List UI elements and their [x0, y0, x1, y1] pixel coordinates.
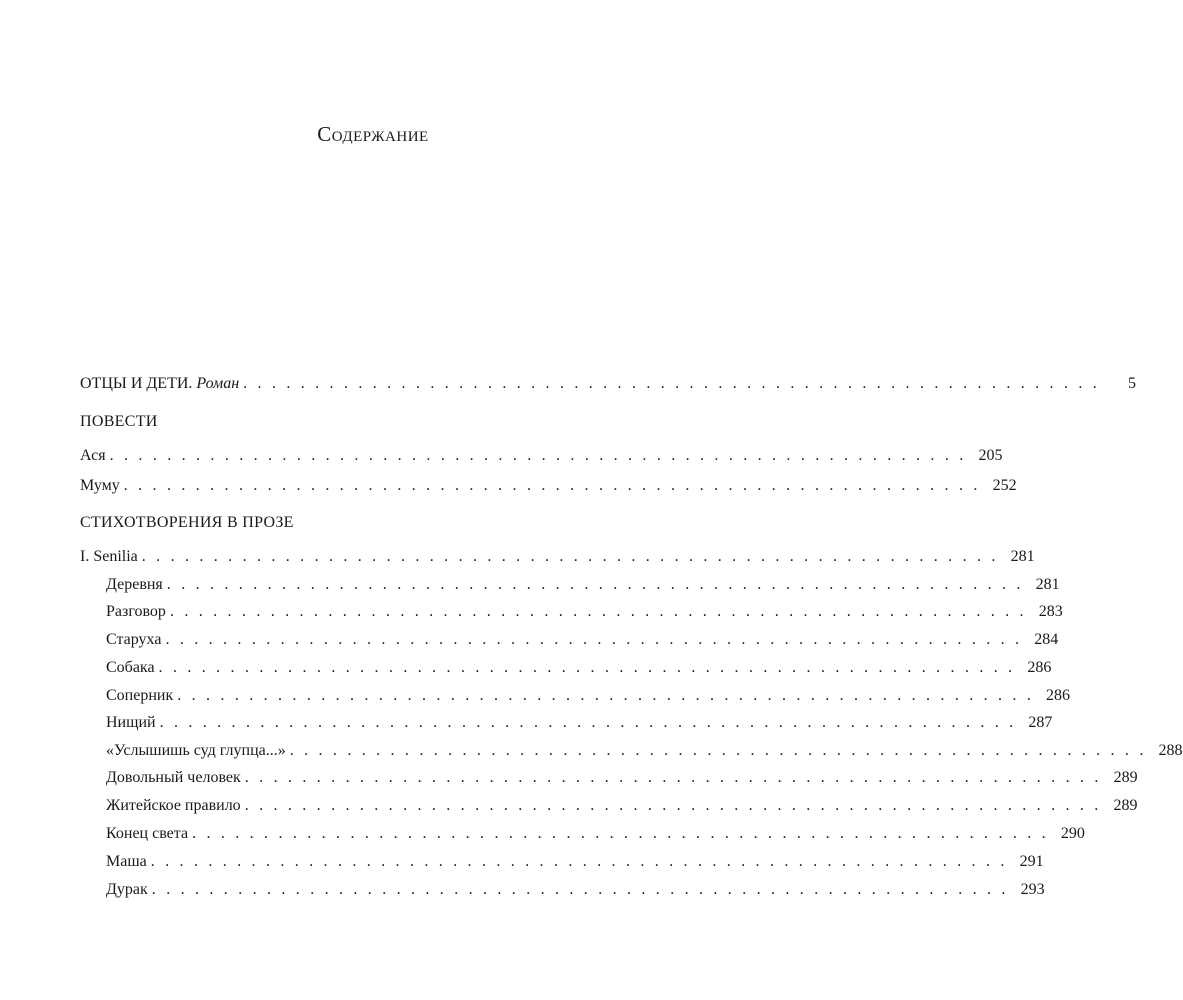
- section-heading-prose-poems: СТИХОТВОРЕНИЯ В ПРОЗЕ: [80, 514, 294, 531]
- toc-entry-page: 283: [1038, 603, 1063, 620]
- toc-entry-dog[interactable]: [106, 657, 1052, 679]
- toc-entry-title: Житейское правило: [106, 797, 241, 814]
- toc-entry-page: 288: [1158, 742, 1183, 759]
- toc-entry-page: 289: [1113, 769, 1138, 786]
- toc-entry-page: 289: [1113, 797, 1138, 814]
- toc-entry-fathers-and-sons[interactable]: [80, 373, 1136, 395]
- toc-entry-title: Старуха: [106, 631, 162, 648]
- toc-entry-title: Муму: [80, 477, 120, 494]
- toc-entry-title: Конец света: [106, 825, 189, 842]
- toc-entry-rule-of-life[interactable]: [106, 795, 1138, 817]
- toc-entry-title: Ася: [80, 447, 106, 464]
- toc-entry-title: «Услышишь суд глупца...»: [106, 742, 286, 759]
- toc-entry-page: 290: [1060, 825, 1085, 842]
- dot-leader: . . . . . . . . . . . . . . . . . . . . . . . . . . . . . . . . . . . . . . . . . . . . . . . . . . . . . . . . . . . .: [109, 447, 967, 464]
- toc-entry-page: 281: [1010, 548, 1035, 565]
- dot-leader: . . . . . . . . . . . . . . . . . . . . . . . . . . . . . . . . . . . . . . . . . . . . . . . . . . . . . . . . . . . .: [141, 548, 999, 565]
- dot-leader: . . . . . . . . . . . . . . . . . . . . . . . . . . . . . . . . . . . . . . . . . . . . . . . . . . . . . . . . . . . .: [165, 631, 1023, 648]
- dot-leader: . . . . . . . . . . . . . . . . . . . . . . . . . . . . . . . . . . . . . . . . . . . . . . . . . . . . . . . . . . . .: [177, 687, 1035, 704]
- dot-leader: . . . . . . . . . . . . . . . . . . . . . . . . . . . . . . . . . . . . . . . . . . . . . . . . . . . . . . . . . . . .: [158, 659, 1016, 676]
- toc-entry-asya[interactable]: [80, 445, 1003, 467]
- toc-entry-old-woman[interactable]: [106, 629, 1059, 651]
- dot-leader: . . . . . . . . . . . . . . . . . . . . . . . . . . . . . . . . . . . . . . . . . . . . . . . . . . . . . . . . . . . .: [244, 769, 1102, 786]
- toc-entry-senilia[interactable]: [80, 546, 1035, 568]
- toc-entry-title: Разговор: [106, 603, 166, 620]
- toc-entry-mumu[interactable]: [80, 475, 1017, 497]
- dot-leader: . . . . . . . . . . . . . . . . . . . . . . . . . . . . . . . . . . . . . . . . . . . . . . . . . . . . . . . . . . . .: [159, 714, 1017, 731]
- toc-entry-page: 286: [1027, 659, 1052, 676]
- dot-leader: . . . . . . . . . . . . . . . . . . . . . . . . . . . . . . . . . . . . . . . . . . . . . . . . . . . . . . . . . . . .: [151, 881, 1009, 898]
- toc-entry-beggar[interactable]: [106, 712, 1053, 734]
- toc-entry-page: 252: [992, 477, 1017, 494]
- dot-leader: . . . . . . . . . . . . . . . . . . . . . . . . . . . . . . . . . . . . . . . . . . . . . . . . . . . . . . . . . . . .: [243, 375, 1100, 392]
- dot-leader: . . . . . . . . . . . . . . . . . . . . . . . . . . . . . . . . . . . . . . . . . . . . . . . . . . . . . . . . . . . .: [166, 576, 1024, 593]
- toc-entry-page: 5: [1127, 375, 1136, 392]
- toc-entry-title: Маша: [106, 853, 147, 870]
- toc-entry-village[interactable]: [106, 574, 1060, 596]
- toc-entry-page: 281: [1035, 576, 1060, 593]
- toc-entry-page: 286: [1046, 687, 1071, 704]
- toc-entry-masha[interactable]: [106, 851, 1044, 873]
- toc-entry-title: ОТЦЫ И ДЕТИ. Роман: [80, 375, 240, 392]
- dot-leader: . . . . . . . . . . . . . . . . . . . . . . . . . . . . . . . . . . . . . . . . . . . . . . . . . . . . . . . . . . . .: [169, 603, 1027, 620]
- toc-entry-end-of-world[interactable]: [106, 823, 1085, 845]
- toc-entry-conversation[interactable]: [106, 601, 1063, 623]
- dot-leader: . . . . . . . . . . . . . . . . . . . . . . . . . . . . . . . . . . . . . . . . . . . . . . . . . . . . . . . . . . . .: [123, 477, 981, 494]
- toc-entry-title: Соперник: [106, 687, 174, 704]
- toc-entry-rival[interactable]: [106, 685, 1071, 707]
- dot-leader: . . . . . . . . . . . . . . . . . . . . . . . . . . . . . . . . . . . . . . . . . . . . . . . . . . . . . . . . . . . .: [244, 797, 1102, 814]
- toc-entry-page: 291: [1019, 853, 1044, 870]
- toc-entry-title: Дурак: [106, 881, 148, 898]
- toc-entry-fool[interactable]: [106, 879, 1045, 901]
- dot-leader: . . . . . . . . . . . . . . . . . . . . . . . . . . . . . . . . . . . . . . . . . . . . . . . . . . . . . . . . . . . .: [289, 742, 1147, 759]
- section-heading-novellas: ПОВЕСТИ: [80, 413, 158, 430]
- toc-entry-page: 284: [1034, 631, 1059, 648]
- toc-entry-genre: Роман: [196, 375, 240, 392]
- toc-entry-contented-man[interactable]: [106, 767, 1138, 789]
- toc-entry-title: Довольный человек: [106, 769, 241, 786]
- dot-leader: . . . . . . . . . . . . . . . . . . . . . . . . . . . . . . . . . . . . . . . . . . . . . . . . . . . . . . . . . . . .: [150, 853, 1008, 870]
- toc-entry-title: I. Senilia: [80, 548, 138, 565]
- toc-entry-title: Нищий: [106, 714, 156, 731]
- toc-entry-page: 293: [1020, 881, 1045, 898]
- dot-leader: . . . . . . . . . . . . . . . . . . . . . . . . . . . . . . . . . . . . . . . . . . . . . . . . . . . . . . . . . . . .: [192, 825, 1049, 842]
- toc-entry-page: 287: [1028, 714, 1053, 731]
- page-title: Содержание: [317, 122, 429, 146]
- toc-entry-title: Собака: [106, 659, 155, 676]
- toc-entry-fools-judgment[interactable]: [106, 740, 1183, 762]
- toc-entry-page: 205: [978, 447, 1003, 464]
- toc-entry-title: Деревня: [106, 576, 163, 593]
